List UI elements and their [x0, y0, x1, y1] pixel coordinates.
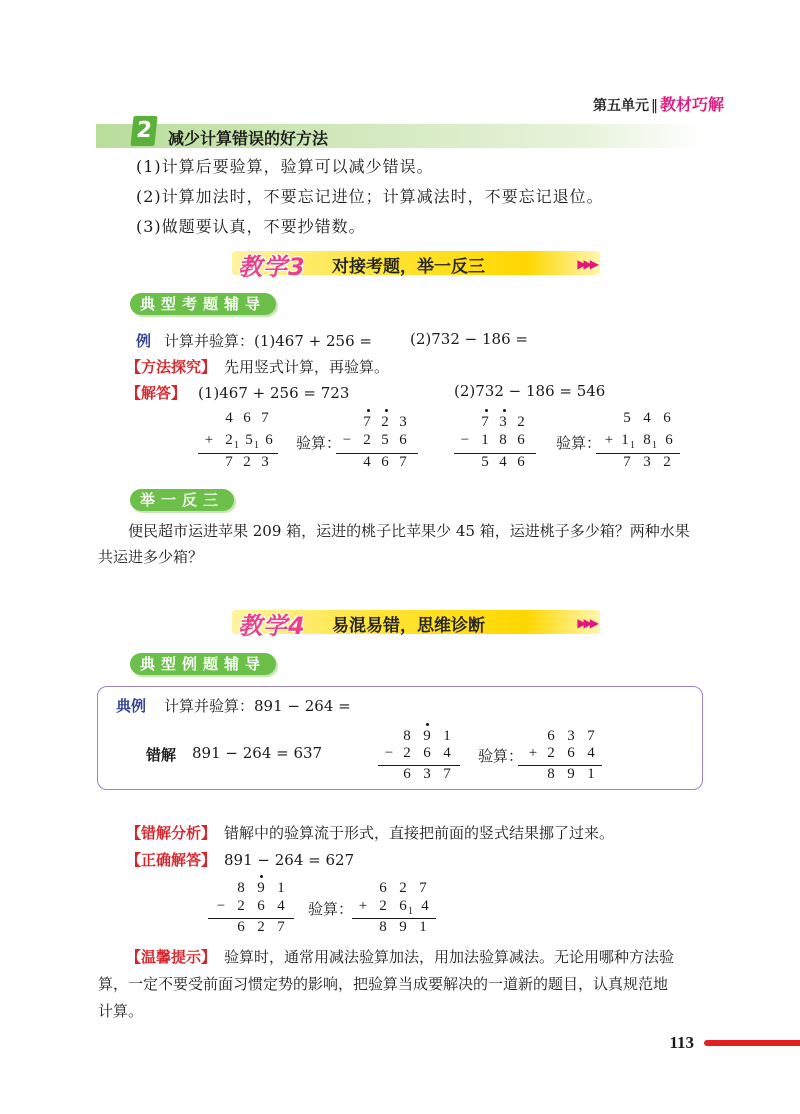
digit: 6 — [567, 745, 575, 761]
banner-title: 对接考题，举一反三 — [332, 257, 485, 277]
borrow-dot — [485, 409, 488, 412]
digit: 8 — [499, 432, 507, 448]
digit: 7 — [443, 766, 451, 782]
analysis-label: 【错解分析】 — [126, 824, 217, 842]
triple-arrow-icon: ▶▶▶ — [577, 257, 596, 271]
plus-sign: + — [358, 898, 368, 914]
borrow-dot — [385, 409, 388, 412]
digit: 6 — [517, 432, 525, 448]
verify-label: 验算： — [556, 434, 602, 452]
borrow-dot — [367, 409, 370, 412]
digit: 6 — [243, 410, 251, 426]
digit: 2 — [225, 432, 233, 448]
digit: 1 — [587, 766, 595, 782]
minus-sign: − — [216, 898, 226, 914]
digit: 9 — [423, 728, 431, 744]
digit: 5 — [381, 432, 389, 448]
digit: 4 — [277, 898, 285, 914]
digit: 3 — [643, 454, 651, 470]
practice-line-1: 便民超市运进苹果 209 箱，运进的桃子比苹果少 45 箱，运进桃子多少箱？两种水果 — [128, 522, 690, 540]
digit: 4 — [443, 745, 451, 761]
digit: 9 — [567, 766, 575, 782]
digit: 6 — [265, 432, 273, 448]
verify-label: 验算： — [478, 747, 524, 765]
correct-label: 【正确解答】 — [126, 851, 217, 869]
digit: 7 — [623, 454, 631, 470]
banner-title: 易混易错，思维诊断 — [332, 616, 485, 636]
digit: 3 — [261, 454, 269, 470]
digit: 3 — [423, 766, 431, 782]
digit: 2 — [403, 745, 411, 761]
digit: 4 — [643, 410, 651, 426]
plus-sign: + — [528, 745, 538, 761]
carry-digit: 1 — [652, 440, 657, 451]
header-separator: ‖ — [650, 98, 658, 114]
digit: 2 — [399, 880, 407, 896]
example-text: 计算并验算：(1)467 + 256 = — [164, 332, 372, 350]
digit: 4 — [421, 898, 429, 914]
verify-label: 验算： — [296, 434, 342, 452]
section2-number-badge: 2 — [130, 116, 157, 146]
digit: 1 — [443, 728, 451, 744]
digit: 8 — [643, 432, 651, 448]
digit: 7 — [399, 454, 407, 470]
digit: 1 — [481, 432, 489, 448]
digit: 4 — [225, 410, 233, 426]
page-number: 113 — [669, 1033, 694, 1052]
verify-label: 验算： — [308, 900, 354, 918]
minus-sign: − — [384, 745, 394, 761]
example-text-2: (2)732 − 186 = — [410, 330, 528, 348]
practice-line-2: 共运进多少箱？ — [98, 548, 204, 566]
digit: 8 — [403, 728, 411, 744]
digit: 5 — [481, 454, 489, 470]
digit: 7 — [261, 410, 269, 426]
digit: 2 — [379, 898, 387, 914]
correct-text: 891 − 264 = 627 — [224, 851, 355, 869]
digit: 2 — [257, 919, 265, 935]
running-head — [593, 92, 724, 115]
section-label: 教材巧解 — [659, 95, 724, 114]
tip-line-2: (2)计算加法时，不要忘记进位；计算减法时，不要忘记退位。 — [136, 187, 604, 206]
example-label: 例 — [136, 332, 152, 350]
digit: 6 — [237, 919, 245, 935]
method-label: 【方法探究】 — [126, 358, 217, 376]
banner-lead: 教学4 — [238, 612, 306, 640]
digit: 2 — [237, 898, 245, 914]
digit: 6 — [257, 898, 265, 914]
digit: 6 — [379, 880, 387, 896]
plus-sign: + — [604, 432, 614, 448]
digit: 1 — [419, 919, 427, 935]
digit: 9 — [399, 919, 407, 935]
digit: 1 — [277, 880, 285, 896]
pill-practice: 举一反三 — [130, 489, 234, 511]
answer-1: (1)467 + 256 = 723 — [198, 384, 350, 402]
tip-line-2: 算，一定不要受前面习惯定势的影响，把验算当成要解决的一道新的题目，认真规范地 — [98, 975, 669, 993]
pill-typical-example: 典型例题辅导 — [130, 653, 276, 675]
minus-sign: − — [342, 432, 352, 448]
digit: 2 — [363, 432, 371, 448]
digit: 7 — [363, 414, 371, 430]
carry-digit: 1 — [254, 440, 259, 451]
typical-example-text: 计算并验算：891 − 264 = — [164, 697, 351, 715]
digit: 8 — [379, 919, 387, 935]
carry-digit: 1 — [408, 906, 413, 917]
tip-line-1: (1)计算后要验算，验算可以减少错误。 — [136, 157, 434, 176]
borrow-dot — [503, 409, 506, 412]
pill-typical-exam: 典型考题辅导 — [130, 293, 276, 315]
borrow-dot — [260, 875, 263, 878]
section2-title: 减少计算错误的好方法 — [168, 129, 329, 148]
digit: 5 — [245, 432, 253, 448]
digit: 2 — [381, 414, 389, 430]
digit: 7 — [587, 728, 595, 744]
digit: 6 — [399, 432, 407, 448]
minus-sign: − — [460, 432, 470, 448]
digit: 1 — [621, 432, 629, 448]
wrong-label: 错解 — [146, 746, 177, 764]
digit: 6 — [381, 454, 389, 470]
digit: 4 — [587, 745, 595, 761]
digit: 3 — [567, 728, 575, 744]
tip-line-3: (3)做题要认真，不要抄错数。 — [136, 217, 366, 236]
digit: 6 — [517, 454, 525, 470]
unit-label: 第五单元 — [592, 98, 649, 114]
analysis-text: 错解中的验算流于形式，直接把前面的竖式结果挪了过来。 — [224, 824, 615, 842]
digit: 6 — [547, 728, 555, 744]
digit: 2 — [663, 454, 671, 470]
digit: 2 — [243, 454, 251, 470]
digit: 3 — [399, 414, 407, 430]
wrong-text: 891 − 264 = 637 — [192, 744, 323, 762]
tip-line-3: 计算。 — [98, 1002, 144, 1020]
banner-teaching-4 — [232, 608, 600, 640]
tip-label: 【温馨提示】 — [126, 948, 217, 966]
banner-teaching-3 — [232, 249, 600, 281]
digit: 6 — [663, 410, 671, 426]
borrow-dot — [426, 723, 429, 726]
digit: 5 — [623, 410, 631, 426]
digit: 3 — [499, 414, 507, 430]
digit: 6 — [399, 898, 407, 914]
triple-arrow-icon: ▶▶▶ — [577, 616, 596, 630]
digit: 7 — [419, 880, 427, 896]
digit: 8 — [547, 766, 555, 782]
digit: 7 — [277, 919, 285, 935]
plus-sign: + — [204, 432, 214, 448]
digit: 7 — [225, 454, 233, 470]
digit: 7 — [481, 414, 489, 430]
typical-example-label: 典例 — [116, 697, 147, 715]
page-number-bar — [704, 1040, 800, 1046]
banner-lead: 教学3 — [238, 253, 306, 281]
digit: 9 — [257, 880, 265, 896]
tip-line-1: 验算时，通常用减法验算加法，用加法验算减法。无论用哪种方法验 — [224, 948, 675, 966]
digit: 6 — [423, 745, 431, 761]
digit: 2 — [517, 414, 525, 430]
digit: 4 — [363, 454, 371, 470]
answer-2: (2)732 − 186 = 546 — [454, 382, 606, 400]
carry-digit: 1 — [630, 440, 635, 451]
digit: 6 — [403, 766, 411, 782]
digit: 8 — [237, 880, 245, 896]
answer-label: 【解答】 — [126, 384, 187, 402]
digit: 6 — [665, 432, 673, 448]
carry-digit: 1 — [234, 440, 239, 451]
method-text: 先用竖式计算，再验算。 — [224, 358, 390, 376]
digit: 2 — [547, 745, 555, 761]
digit: 4 — [499, 454, 507, 470]
